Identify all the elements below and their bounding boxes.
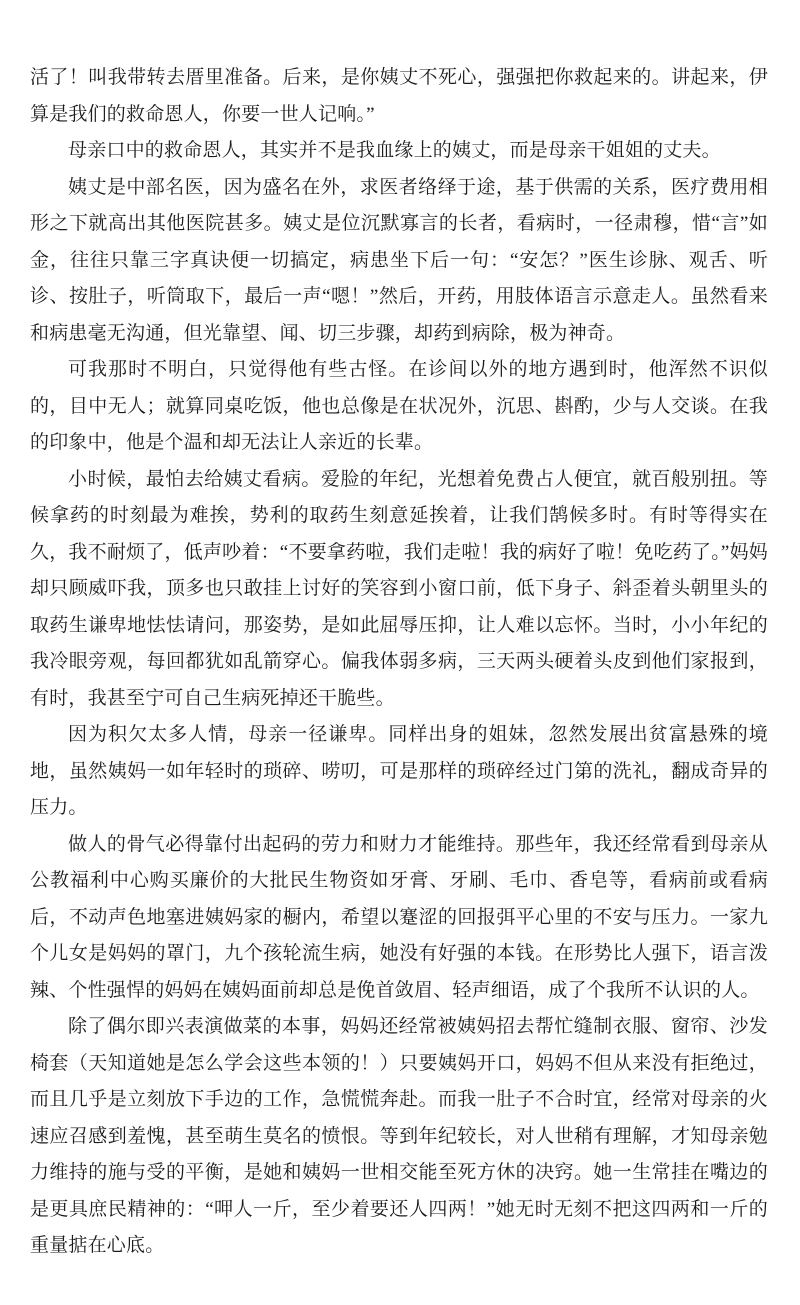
document-body xyxy=(30,60,768,1265)
paragraph: 做人的骨气必得靠付出起码的劳力和财力才能维持。那些年，我还经常看到母亲从公教福利中心购买廉价的大批民生物资如牙膏、牙刷、毛巾、香皂等，看病前或看病后，不动声色地塞进姨妈家的橱内，希望以蹇涩的回报弭平心里的不安与压力。一家九个儿女是妈妈的罩门，九个孩轮流生病，她没有好强的本钱。在形势比人强下，语言泼辣、个性强悍的妈妈在姨妈面前却总是俛首敛眉、轻声细语，成了个我所不认识的人。 xyxy=(30,833,768,1001)
paragraph: 活了！叫我带转去厝里准备。后来，是你姨丈不死心，强强把你救起来的。讲起来，伊算是我们的救命恩人，你要一世人记响。” xyxy=(30,67,768,125)
paragraph: 姨丈是中部名医，因为盛名在外，求医者络绎于途，基于供需的关系，医疗费用相形之下就高出其他医院甚多。姨丈是位沉默寡言的长者，看病时，一径肃穆，惜“言”如金，往往只靠三字真诀便一切搞定，病患坐下后一句：“安怎？”医生诊脉、观舌、听诊、按肚子，听筒取下，最后一声“嗯！”然后，开药，用肢体语言示意走人。虽然看来和病患毫无沟通，但光靠望、闻、切三步骤，却药到病除，极为神奇。 xyxy=(30,176,768,344)
paragraph: 母亲口中的救命恩人，其实并不是我血缘上的姨丈，而是母亲干姐姐的丈夫。 xyxy=(68,140,721,161)
paragraph: 除了偶尔即兴表演做菜的本事，妈妈还经常被姨妈招去帮忙缝制衣服、窗帘、沙发椅套（天知道她是怎么学会这些本领的！）只要姨妈开口，妈妈不但从来没有拒绝过，而且几乎是立刻放下手边的工作，急慌慌奔赴。而我一肚子不合时宜，经常对母亲的火速应召感到羞愧，甚至萌生莫名的愤恨。等到年纪较长，对人世稍有理解，才知母亲勉力维持的施与受的平衡，是她和姨妈一世相交能至死方休的决窍。她一生常挂在嘴边的是更具庶民精神的：“呷人一斤，至少着要还人四两！”她无时无刻不把这四两和一斤的重量掂在心底。 xyxy=(30,1016,768,1256)
paragraph: 因为积欠太多人情，母亲一径谦卑。同样出身的姐妹，忽然发展出贫富悬殊的境地，虽然姨妈一如年轻时的琐碎、唠叨，可是那样的琐碎经过门第的洗礼，翻成奇异的压力。 xyxy=(30,724,768,818)
paragraph: 小时候，最怕去给姨丈看病。爱脸的年纪，光想着免费占人便宜，就百般别扭。等候拿药的时刻最为难挨，势利的取药生刻意延挨着，让我们鹄候多时。有时等得实在久，我不耐烦了，低声吵着：“不要拿药啦，我们走啦！我的病好了啦！免吃药了。”妈妈却只顾威吓我，顶多也只敢挂上讨好的笑容到小窗口前，低下身子、斜歪着头朝里头的取药生谦卑地怯怯请问，那姿势，是如此屈辱压抑，让人难以忘怀。当时，小小年纪的我冷眼旁观，每回都犹如乱箭穿心。偏我体弱多病，三天两头硬着头皮到他们家报到，有时，我甚至宁可自己生病死掉还干脆些。 xyxy=(30,468,768,709)
paragraph: 可我那时不明白，只觉得他有些古怪。在诊间以外的地方遇到时，他浑然不识似的，目中无人；就算同桌吃饭，他也总像是在状况外，沉思、斟酌，少与人交谈。在我的印象中，他是个温和却无法让人亲近的长辈。 xyxy=(30,359,768,453)
